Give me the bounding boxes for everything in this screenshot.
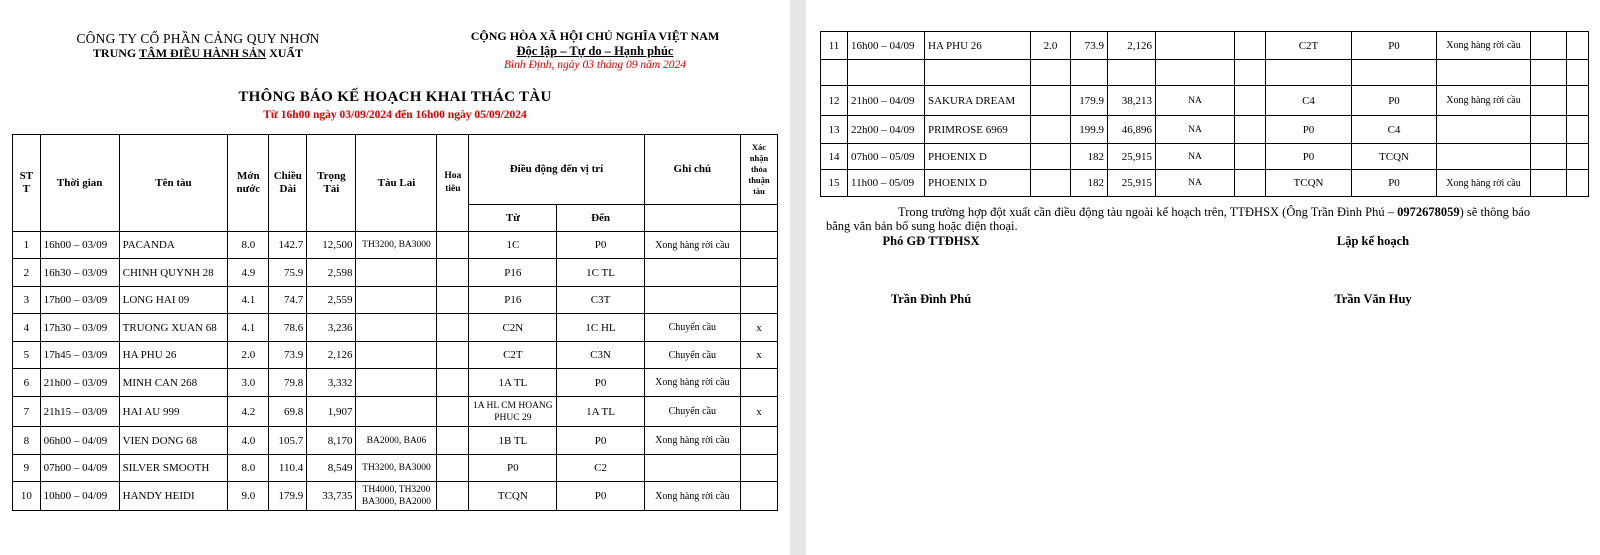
cell-to: P0 xyxy=(1352,86,1437,116)
cell-stt: 15 xyxy=(821,170,848,197)
cell-draft: 2.0 xyxy=(1031,32,1071,60)
cell-extra xyxy=(1567,170,1589,197)
cell-pilot xyxy=(437,455,469,482)
cell-tug: TH4000, TH3200 BA3000, BA2000 xyxy=(356,482,437,511)
cell-from: P16 xyxy=(469,287,557,314)
cell-length: 78.6 xyxy=(269,314,307,342)
footnote-line-1 xyxy=(826,205,1586,219)
cell-note: Chuyển cầu xyxy=(644,314,740,342)
cell-from: P0 xyxy=(1266,144,1352,170)
national-header xyxy=(410,29,780,71)
document-page-left xyxy=(0,0,790,555)
cell-to xyxy=(1352,60,1437,86)
cell-confirm xyxy=(741,259,778,287)
cell-draft: 9.0 xyxy=(228,482,269,511)
cell-tug: NA xyxy=(1156,170,1235,197)
document-subtitle: Từ 16h00 ngày 03/09/2024 đến 16h00 ngày 05/09/2024 xyxy=(263,109,527,121)
cell-time: 17h30 – 03/09 xyxy=(40,314,119,342)
cell-pilot xyxy=(437,314,469,342)
cell-to: 1C HL xyxy=(557,314,644,342)
cell-pilot xyxy=(1235,86,1266,116)
cell-from: TCQN xyxy=(469,482,557,511)
cell-extra xyxy=(1567,60,1589,86)
cell-length: 74.7 xyxy=(269,287,307,314)
table-row xyxy=(13,455,778,482)
cell-pilot xyxy=(437,427,469,455)
cell-pilot xyxy=(1235,60,1266,86)
table-row xyxy=(821,60,1589,86)
cell-from: C2T xyxy=(469,342,557,369)
col-length: Chiều Dài xyxy=(269,135,307,232)
table-row xyxy=(821,170,1589,197)
cell-note xyxy=(644,287,740,314)
table-row xyxy=(13,427,778,455)
cell-time: 10h00 – 04/09 xyxy=(40,482,119,511)
cell-tonnage: 12,500 xyxy=(307,232,356,259)
cell-length: 179.9 xyxy=(1071,86,1108,116)
cell-ship: PHOENIX D xyxy=(925,144,1031,170)
cell-stt: 1 xyxy=(13,232,41,259)
cell-tug xyxy=(356,342,437,369)
footnote-text: Trong trường hợp đột xuất cần điều động tàu ngoài kế hoạch trên, TTĐHSX (Ông Trần Đình Phú – xyxy=(898,205,1398,219)
cell-confirm xyxy=(1531,170,1567,197)
cell-pilot xyxy=(437,232,469,259)
cell-ship: MINH CAN 268 xyxy=(119,369,228,397)
cell-confirm xyxy=(741,427,778,455)
cell-confirm xyxy=(741,482,778,511)
cell-from: P0 xyxy=(469,455,557,482)
cell-note: Xong hàng rời cầu xyxy=(1437,170,1531,197)
cell-ship: PRIMROSE 6969 xyxy=(925,116,1031,144)
cell-from: TCQN xyxy=(1266,170,1352,197)
cell-ship: PHOENIX D xyxy=(925,170,1031,197)
document-title: THÔNG BÁO KẾ HOẠCH KHAI THÁC TÀU xyxy=(238,89,552,105)
table-row xyxy=(13,342,778,369)
cell-tonnage: 1,907 xyxy=(307,397,356,427)
national-motto xyxy=(410,44,780,59)
col-ship: Tên tàu xyxy=(119,135,228,232)
cell-length: 110.4 xyxy=(269,455,307,482)
cell-tonnage: 2,126 xyxy=(1108,32,1156,60)
cell-note: Xong hàng rời cầu xyxy=(644,232,740,259)
table-row xyxy=(821,144,1589,170)
cell-pilot xyxy=(437,287,469,314)
department-name xyxy=(12,46,384,60)
cell-note xyxy=(644,259,740,287)
table-row xyxy=(13,232,778,259)
department-suffix: XUẤT xyxy=(266,46,304,60)
col-note-blank xyxy=(644,205,740,232)
cell-tonnage: 33,735 xyxy=(307,482,356,511)
cell-confirm xyxy=(1531,86,1567,116)
cell-time: 22h00 – 04/09 xyxy=(848,116,925,144)
table-row xyxy=(13,369,778,397)
cell-time: 17h00 – 03/09 xyxy=(40,287,119,314)
cell-extra xyxy=(1567,32,1589,60)
col-time: Thời gian xyxy=(40,135,119,232)
cell-draft: 4.0 xyxy=(228,427,269,455)
cell-stt: 2 xyxy=(13,259,41,287)
cell-to: P0 xyxy=(557,427,644,455)
cell-note: Chuyển cầu xyxy=(644,342,740,369)
ship-schedule-table-continued xyxy=(820,31,1589,197)
cell-extra xyxy=(1567,144,1589,170)
department-underlined: TÂM ĐIỀU HÀNH SẢN xyxy=(139,46,267,60)
cell-note: Xong hàng rời cầu xyxy=(644,482,740,511)
cell-length xyxy=(1071,60,1108,86)
cell-pilot xyxy=(1235,170,1266,197)
cell-time: 21h15 – 03/09 xyxy=(40,397,119,427)
cell-from: 1A HL CM HOANG PHUC 29 xyxy=(469,397,557,427)
cell-confirm xyxy=(741,455,778,482)
cell-ship: LONG HAI 09 xyxy=(119,287,228,314)
cell-note xyxy=(1437,60,1531,86)
cell-time: 11h00 – 05/09 xyxy=(848,170,925,197)
cell-tonnage: 46,896 xyxy=(1108,116,1156,144)
cell-length: 69.8 xyxy=(269,397,307,427)
cell-ship: SILVER SMOOTH xyxy=(119,455,228,482)
table-row xyxy=(13,287,778,314)
cell-draft xyxy=(1031,60,1071,86)
cell-to: C3T xyxy=(557,287,644,314)
cell-length: 182 xyxy=(1071,144,1108,170)
signature-right-title: Lập kế hoạch xyxy=(1336,234,1410,248)
cell-pilot xyxy=(1235,144,1266,170)
col-draft: Mớn nước xyxy=(228,135,269,232)
cell-confirm xyxy=(1531,32,1567,60)
cell-tug xyxy=(356,369,437,397)
cell-note: Xong hàng rời cầu xyxy=(1437,32,1531,60)
cell-tonnage: 8,170 xyxy=(307,427,356,455)
cell-time: 16h00 – 04/09 xyxy=(848,32,925,60)
cell-ship: HA PHU 26 xyxy=(925,32,1031,60)
cell-extra xyxy=(1567,116,1589,144)
cell-to: C3N xyxy=(557,342,644,369)
cell-from: P0 xyxy=(1266,116,1352,144)
cell-tug: NA xyxy=(1156,116,1235,144)
cell-time: 17h45 – 03/09 xyxy=(40,342,119,369)
col-tug: Tàu Lai xyxy=(356,135,437,232)
cell-time: 16h00 – 03/09 xyxy=(40,232,119,259)
cell-pilot xyxy=(437,369,469,397)
table-row xyxy=(821,32,1589,60)
cell-draft: 4.1 xyxy=(228,287,269,314)
cell-extra xyxy=(1567,86,1589,116)
cell-tug xyxy=(1156,60,1235,86)
cell-ship: TRUONG XUAN 68 xyxy=(119,314,228,342)
footnote-text-end: ) sẽ thông báo xyxy=(1459,205,1531,219)
cell-pilot xyxy=(437,397,469,427)
cell-confirm xyxy=(1531,60,1567,86)
signature-left-name: Trần Đình Phú xyxy=(890,292,972,306)
cell-draft: 4.2 xyxy=(228,397,269,427)
cell-note: Xong hàng rời cầu xyxy=(644,427,740,455)
cell-to: C4 xyxy=(1352,116,1437,144)
cell-ship: SAKURA DREAM xyxy=(925,86,1031,116)
cell-tonnage: 2,559 xyxy=(307,287,356,314)
table-row xyxy=(13,482,778,511)
cell-note: Xong hàng rời cầu xyxy=(644,369,740,397)
cell-to: TCQN xyxy=(1352,144,1437,170)
cell-pilot xyxy=(437,259,469,287)
cell-stt: 5 xyxy=(13,342,41,369)
cell-time: 21h00 – 03/09 xyxy=(40,369,119,397)
cell-ship: PACANDA xyxy=(119,232,228,259)
cell-confirm xyxy=(1531,144,1567,170)
cell-tug xyxy=(356,314,437,342)
footnote xyxy=(826,205,1586,233)
col-stt: ST T xyxy=(13,135,41,232)
cell-tonnage: 25,915 xyxy=(1108,170,1156,197)
cell-confirm: x xyxy=(741,342,778,369)
col-confirm: Xác nhận thỏa thuận tàu xyxy=(741,135,778,205)
cell-stt: 10 xyxy=(13,482,41,511)
cell-pilot xyxy=(1235,116,1266,144)
cell-draft: 3.0 xyxy=(228,369,269,397)
cell-time: 06h00 – 04/09 xyxy=(40,427,119,455)
cell-to: 1C TL xyxy=(557,259,644,287)
cell-note xyxy=(1437,116,1531,144)
cell-from: 1C xyxy=(469,232,557,259)
cell-tug xyxy=(356,397,437,427)
col-note: Ghi chú xyxy=(644,135,740,205)
document-page-right xyxy=(806,0,1600,555)
cell-ship xyxy=(925,60,1031,86)
cell-note: Xong hàng rời cầu xyxy=(1437,86,1531,116)
company-header xyxy=(12,31,384,60)
company-name: CÔNG TY CỔ PHẦN CẢNG QUY NHƠN xyxy=(76,31,320,46)
cell-note xyxy=(1437,144,1531,170)
cell-length: 73.9 xyxy=(1071,32,1108,60)
cell-confirm: x xyxy=(741,397,778,427)
cell-stt: 9 xyxy=(13,455,41,482)
cell-draft xyxy=(1031,170,1071,197)
cell-confirm xyxy=(741,369,778,397)
cell-time: 21h00 – 04/09 xyxy=(848,86,925,116)
cell-from: P16 xyxy=(469,259,557,287)
cell-from: 1A TL xyxy=(469,369,557,397)
cell-length: 73.9 xyxy=(269,342,307,369)
footnote-line-2: bằng văn bản bổ sung hoặc điện thoại. xyxy=(826,219,1018,233)
table-row xyxy=(13,314,778,342)
cell-length: 105.7 xyxy=(269,427,307,455)
cell-tonnage: 38,213 xyxy=(1108,86,1156,116)
cell-tug: BA2000, BA06 xyxy=(356,427,437,455)
cell-stt: 12 xyxy=(821,86,848,116)
cell-tug xyxy=(356,287,437,314)
department-prefix: TRUNG xyxy=(92,46,140,60)
cell-stt: 14 xyxy=(821,144,848,170)
cell-tug: NA xyxy=(1156,86,1235,116)
cell-time: 07h00 – 04/09 xyxy=(40,455,119,482)
cell-draft xyxy=(1031,116,1071,144)
col-confirm-blank xyxy=(741,205,778,232)
cell-ship: HANDY HEIDI xyxy=(119,482,228,511)
cell-tonnage: 25,915 xyxy=(1108,144,1156,170)
cell-to: P0 xyxy=(557,232,644,259)
cell-to: P0 xyxy=(1352,170,1437,197)
cell-draft xyxy=(1031,144,1071,170)
cell-time: 16h30 – 03/09 xyxy=(40,259,119,287)
cell-from: C2N xyxy=(469,314,557,342)
cell-to: C2 xyxy=(557,455,644,482)
col-tonnage: Trọng Tải xyxy=(307,135,356,232)
cell-tonnage xyxy=(1108,60,1156,86)
cell-tonnage: 2,126 xyxy=(307,342,356,369)
signature-right-name: Trần Văn Huy xyxy=(1334,292,1412,306)
cell-stt: 8 xyxy=(13,427,41,455)
cell-draft: 8.0 xyxy=(228,232,269,259)
col-pilot: Hoa tiêu xyxy=(437,135,469,232)
cell-stt: 3 xyxy=(13,287,41,314)
nation-name: CỘNG HÒA XÃ HỘI CHỦ NGHĨA VIỆT NAM xyxy=(470,29,720,43)
cell-to: P0 xyxy=(557,369,644,397)
cell-ship: HA PHU 26 xyxy=(119,342,228,369)
cell-pilot xyxy=(437,342,469,369)
cell-draft: 2.0 xyxy=(228,342,269,369)
cell-from xyxy=(1266,60,1352,86)
cell-tug: TH3200, BA3000 xyxy=(356,455,437,482)
cell-tug xyxy=(1156,32,1235,60)
cell-stt xyxy=(821,60,848,86)
cell-draft: 4.1 xyxy=(228,314,269,342)
cell-length: 199.9 xyxy=(1071,116,1108,144)
cell-to: P0 xyxy=(557,482,644,511)
ship-schedule-table xyxy=(12,134,778,511)
cell-ship: HAI AU 999 xyxy=(119,397,228,427)
cell-length: 179.9 xyxy=(269,482,307,511)
table-header-row xyxy=(13,135,778,205)
cell-from: C4 xyxy=(1266,86,1352,116)
cell-from: 1B TL xyxy=(469,427,557,455)
cell-stt: 4 xyxy=(13,314,41,342)
table-row xyxy=(13,397,778,427)
cell-tug: NA xyxy=(1156,144,1235,170)
cell-length: 142.7 xyxy=(269,232,307,259)
col-move: Điều động đến vị trí xyxy=(469,135,644,205)
col-from: Từ xyxy=(469,205,557,232)
cell-tonnage: 3,236 xyxy=(307,314,356,342)
table-row xyxy=(13,259,778,287)
cell-note: Chuyển cầu xyxy=(644,397,740,427)
motto-text: Độc lập – Tự do – Hạnh phúc xyxy=(516,44,674,58)
cell-draft: 8.0 xyxy=(228,455,269,482)
cell-length: 79.8 xyxy=(269,369,307,397)
cell-draft: 4.9 xyxy=(228,259,269,287)
cell-length: 182 xyxy=(1071,170,1108,197)
cell-from: C2T xyxy=(1266,32,1352,60)
cell-confirm xyxy=(741,287,778,314)
col-to: Đến xyxy=(557,205,644,232)
cell-time xyxy=(848,60,925,86)
cell-tonnage: 8,549 xyxy=(307,455,356,482)
cell-stt: 6 xyxy=(13,369,41,397)
footnote-phone: 0972678059 xyxy=(1397,205,1460,219)
cell-tug: TH3200, BA3000 xyxy=(356,232,437,259)
cell-stt: 7 xyxy=(13,397,41,427)
cell-stt: 11 xyxy=(821,32,848,60)
place-date: Bình Định, ngày 03 tháng 09 năm 2024 xyxy=(503,59,687,71)
cell-tonnage: 2,598 xyxy=(307,259,356,287)
cell-tug xyxy=(356,259,437,287)
cell-ship: CHINH QUYNH 28 xyxy=(119,259,228,287)
cell-note xyxy=(644,455,740,482)
cell-length: 75.9 xyxy=(269,259,307,287)
cell-to: P0 xyxy=(1352,32,1437,60)
cell-draft xyxy=(1031,86,1071,116)
table-row xyxy=(821,86,1589,116)
cell-confirm xyxy=(1531,116,1567,144)
signature-left-title: Phó GĐ TTĐHSX xyxy=(882,234,980,248)
cell-pilot xyxy=(437,482,469,511)
cell-confirm xyxy=(741,232,778,259)
cell-tonnage: 3,332 xyxy=(307,369,356,397)
table-row xyxy=(821,116,1589,144)
cell-stt: 13 xyxy=(821,116,848,144)
cell-time: 07h00 – 05/09 xyxy=(848,144,925,170)
cell-ship: VIEN DONG 68 xyxy=(119,427,228,455)
cell-pilot xyxy=(1235,32,1266,60)
cell-confirm: x xyxy=(741,314,778,342)
cell-to: 1A TL xyxy=(557,397,644,427)
